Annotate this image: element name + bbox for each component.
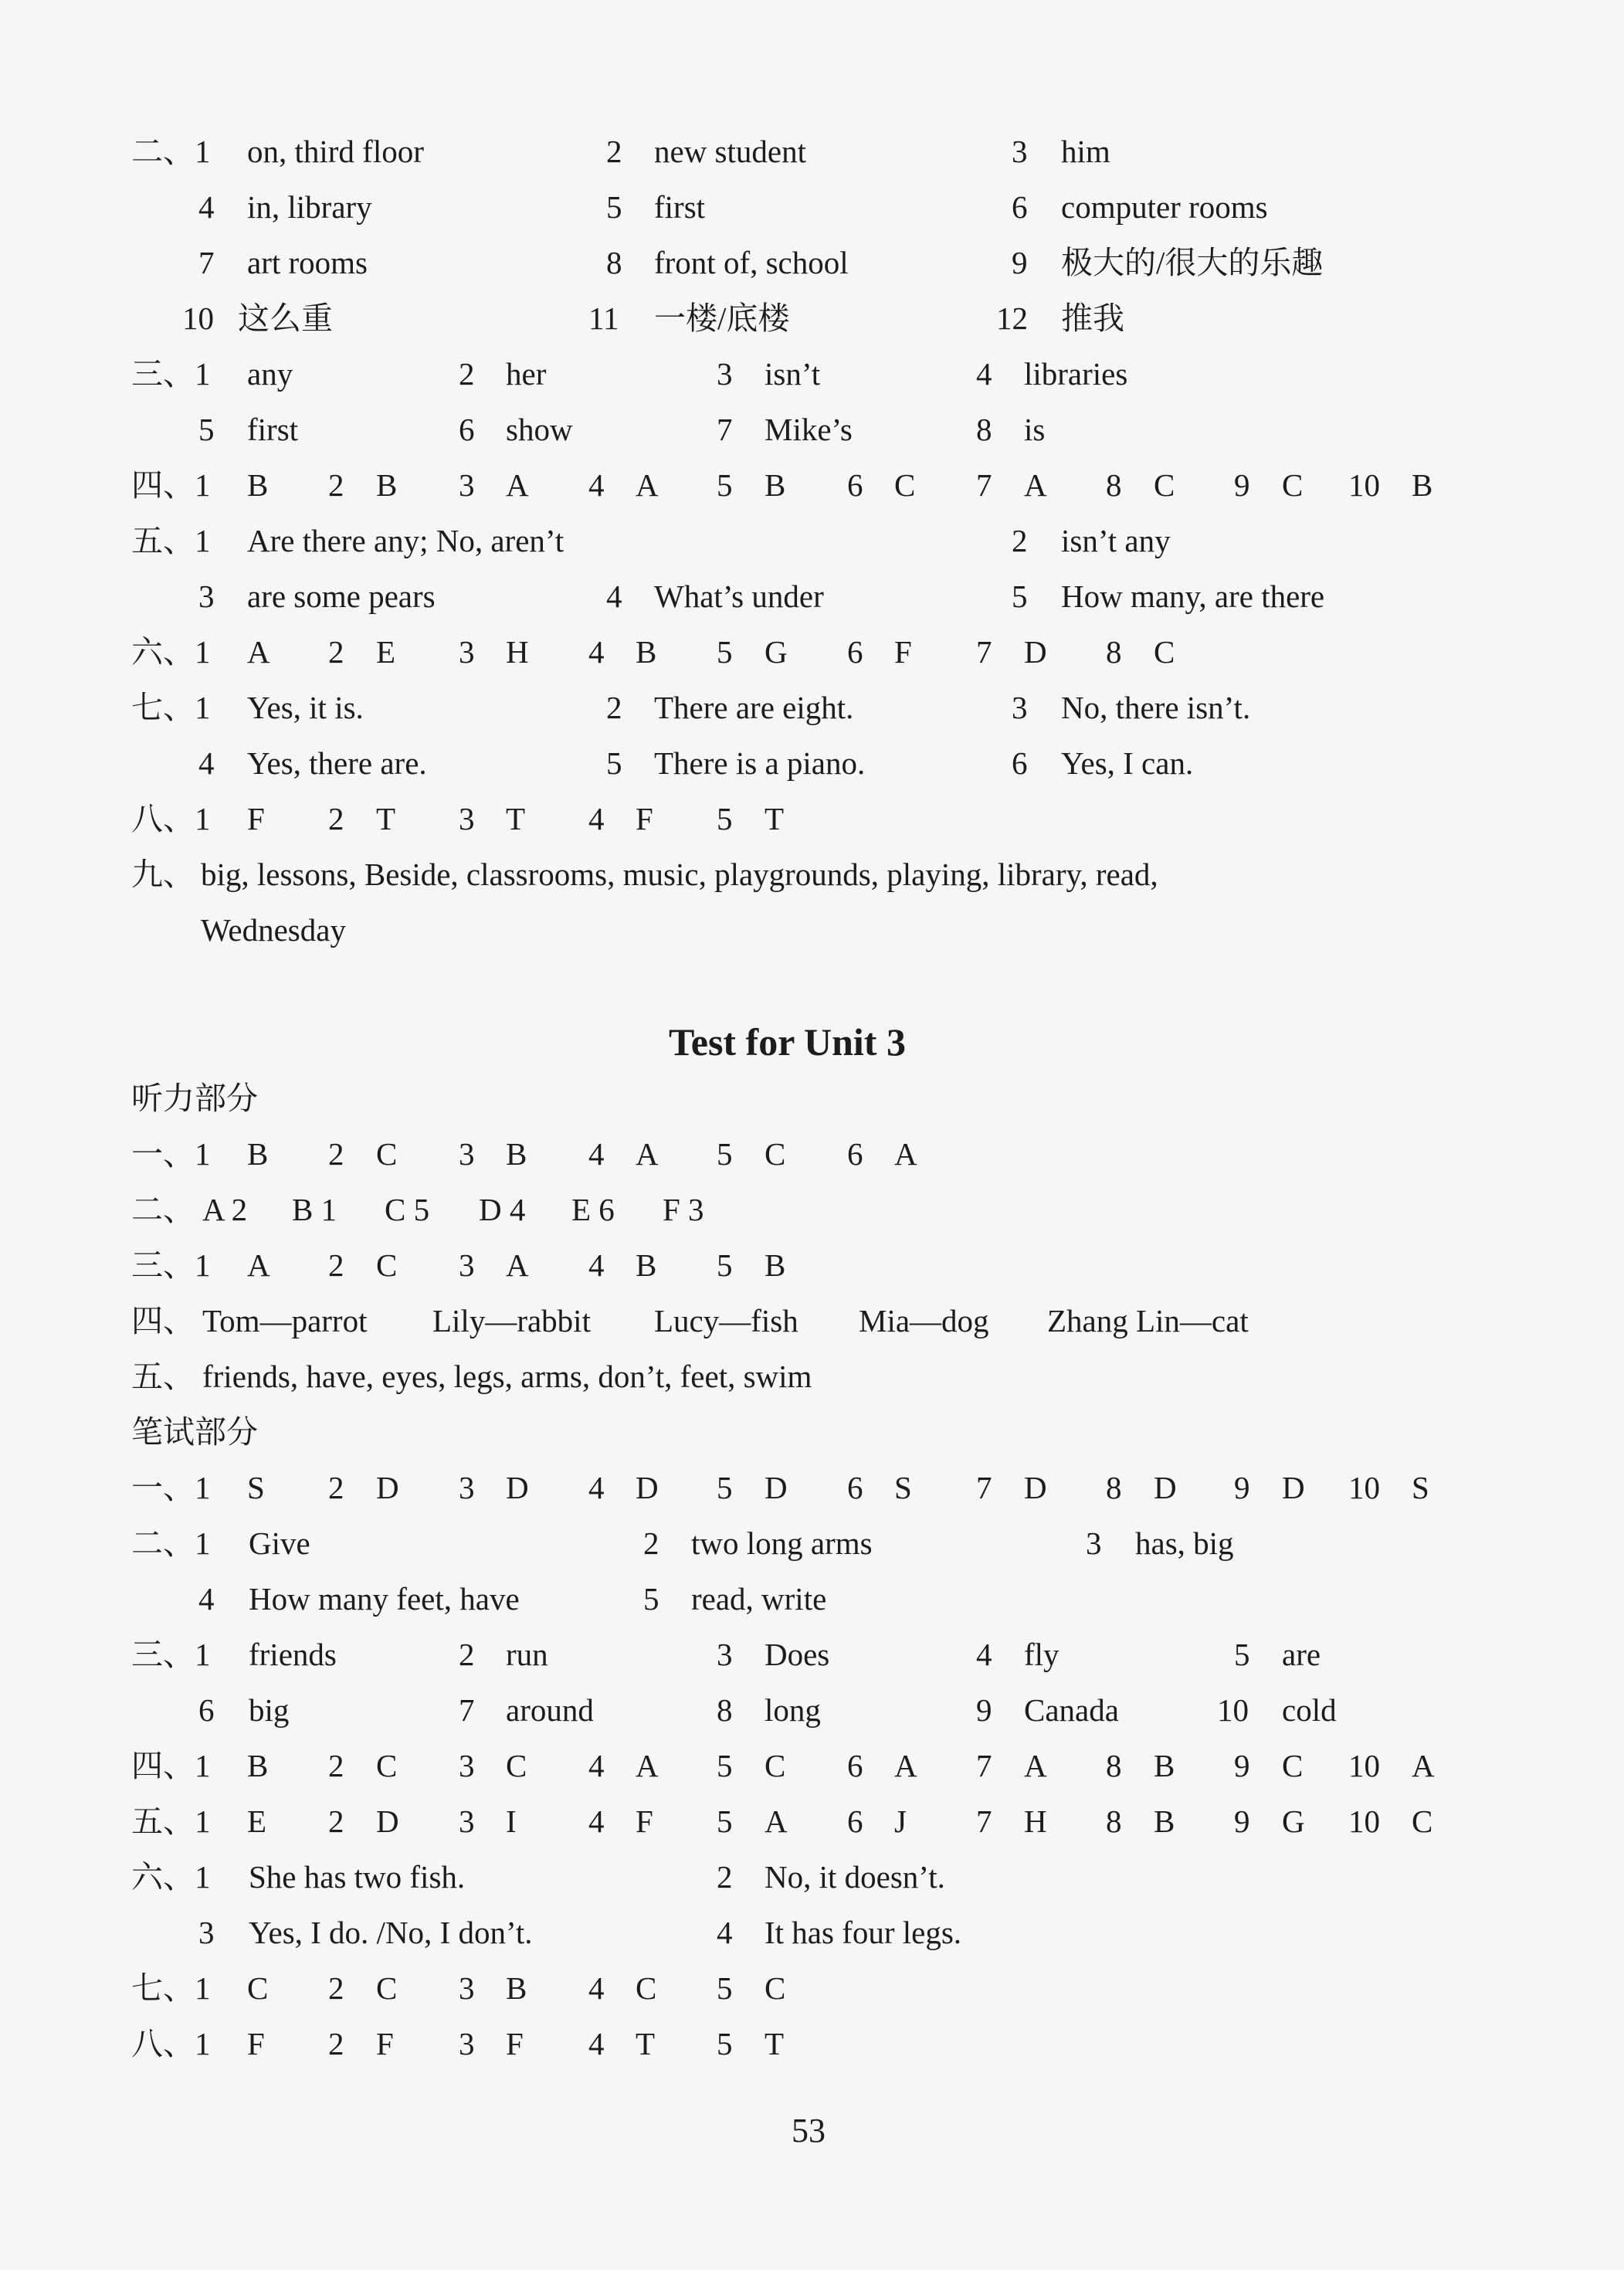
item-number: 5 xyxy=(717,1748,733,1783)
item-number: 8 xyxy=(1106,1470,1122,1505)
item-number: 5 xyxy=(717,1136,733,1172)
answer: C xyxy=(376,1748,398,1783)
answer: B xyxy=(1154,1748,1175,1783)
item-number: 4 xyxy=(588,1136,605,1172)
answer: read, write xyxy=(691,1581,827,1617)
item-number: 7 xyxy=(198,245,215,280)
answer: D xyxy=(376,1803,399,1839)
item-number: 2 xyxy=(459,1637,475,1672)
answer: D xyxy=(636,1470,659,1505)
answer: C xyxy=(765,1970,786,2006)
item-number: 9 xyxy=(1234,1803,1250,1839)
item-number: 5 xyxy=(606,745,622,781)
answer: She has two fish. xyxy=(249,1859,466,1895)
answer: H xyxy=(506,634,529,670)
answer: D xyxy=(1282,1470,1305,1505)
item-number: 4 xyxy=(588,1247,605,1283)
answer: A xyxy=(765,1803,788,1839)
item-number: 6 xyxy=(198,1692,215,1728)
answer: C xyxy=(1154,634,1175,670)
answer: Yes, there are. xyxy=(247,745,427,781)
answer: S xyxy=(247,1470,265,1505)
answer: first xyxy=(654,189,706,225)
answer: Wednesday xyxy=(201,912,346,948)
answer: computer rooms xyxy=(1061,189,1268,225)
item-number: 4 xyxy=(198,1581,215,1617)
section-2-label: 二、1 xyxy=(131,134,211,169)
item-number: 2 xyxy=(328,467,344,503)
item-number: 10 xyxy=(1348,1470,1380,1505)
item-number: 5 xyxy=(1234,1637,1250,1672)
answer: is xyxy=(1024,412,1046,447)
item-number: 6 xyxy=(847,467,863,503)
item-number: 7 xyxy=(459,1692,475,1728)
item-number: 2 xyxy=(328,1470,344,1505)
item-number: 7 xyxy=(976,634,992,670)
item-number: 3 xyxy=(459,2026,475,2061)
item-number: 4 xyxy=(588,801,605,836)
answer: C xyxy=(376,1970,398,2006)
item-number: 9 xyxy=(976,1692,992,1728)
answer: show xyxy=(506,412,573,447)
answer: F xyxy=(894,634,912,670)
answer: C xyxy=(506,1748,527,1783)
item-number: 4 xyxy=(588,1748,605,1783)
item-number: 5 xyxy=(1012,579,1028,614)
answer: B xyxy=(376,467,398,503)
answer: A xyxy=(894,1136,917,1172)
answer: A xyxy=(1024,1748,1047,1783)
item-number: 2 xyxy=(328,1748,344,1783)
section-3-label: 三、1 xyxy=(131,1637,211,1672)
answer: No, there isn’t. xyxy=(1061,690,1251,725)
answer: A xyxy=(1024,467,1047,503)
item-number: 4 xyxy=(976,1637,992,1672)
answer: B xyxy=(765,467,786,503)
item-number: 6 xyxy=(847,634,863,670)
item-number: 7 xyxy=(976,467,992,503)
section-5-label: 五、 xyxy=(131,1359,195,1394)
item-number: 7 xyxy=(976,1470,992,1505)
answer: A 2 xyxy=(202,1192,248,1227)
item-number: 2 xyxy=(328,801,344,836)
item-number: 6 xyxy=(847,1470,863,1505)
section-9-label: 九、 xyxy=(131,857,195,892)
section-7-label: 七、1 xyxy=(131,690,211,725)
answer: D xyxy=(765,1470,788,1505)
section-8-label: 八、1 xyxy=(131,2026,211,2061)
answer: around xyxy=(506,1692,594,1728)
answer: C xyxy=(376,1247,398,1283)
item-number: 6 xyxy=(459,412,475,447)
item-number: 4 xyxy=(588,634,605,670)
answer: friends xyxy=(249,1637,337,1672)
item-number: 3 xyxy=(459,1970,475,2006)
answer: F xyxy=(636,1803,653,1839)
item-number: 5 xyxy=(717,1247,733,1283)
section-4-label: 四、1 xyxy=(131,467,211,503)
answer: F xyxy=(636,801,653,836)
answer: H xyxy=(1024,1803,1047,1839)
answer: C xyxy=(765,1748,786,1783)
answer: E 6 xyxy=(571,1192,615,1227)
item-number: 10 xyxy=(1348,467,1380,503)
answer: C xyxy=(247,1970,269,2006)
answer: new student xyxy=(654,134,806,169)
section-1-label: 一、1 xyxy=(131,1136,211,1172)
answer: D xyxy=(376,1470,399,1505)
item-number: 8 xyxy=(717,1692,733,1728)
answer: T xyxy=(765,2026,785,2061)
item-number: 2 xyxy=(717,1859,733,1895)
item-number: 4 xyxy=(588,467,605,503)
answer: D xyxy=(1154,1470,1177,1505)
answer: isn’t any xyxy=(1061,523,1171,558)
item-number: 8 xyxy=(1106,1803,1122,1839)
item-number: 4 xyxy=(976,356,992,392)
answer: Lucy—fish xyxy=(654,1303,798,1339)
item-number: 3 xyxy=(459,1136,475,1172)
item-number: 4 xyxy=(588,1970,605,2006)
item-number: 2 xyxy=(459,356,475,392)
item-number: 4 xyxy=(198,189,215,225)
item-number: 5 xyxy=(717,634,733,670)
answer: big, lessons, Beside, classrooms, music, playgrounds, playing, library, read, xyxy=(201,857,1158,892)
item-number: 5 xyxy=(717,467,733,503)
item-number: 3 xyxy=(717,1637,733,1672)
item-number: 5 xyxy=(717,1803,733,1839)
section-4-label: 四、1 xyxy=(131,1748,211,1783)
item-number: 6 xyxy=(847,1803,863,1839)
answer: friends, have, eyes, legs, arms, don’t, feet, swim xyxy=(202,1359,812,1394)
item-number: 3 xyxy=(459,1748,475,1783)
answer: I xyxy=(506,1803,517,1839)
item-number: 5 xyxy=(717,1970,733,2006)
answer: G xyxy=(765,634,788,670)
answer: A xyxy=(636,1136,659,1172)
answer: B xyxy=(765,1247,786,1283)
item-number: 4 xyxy=(588,1803,605,1839)
answer: Yes, it is. xyxy=(247,690,364,725)
item-number: 2 xyxy=(606,690,622,725)
item-number: 5 xyxy=(606,189,622,225)
answer: How many, are there xyxy=(1061,579,1325,614)
item-number: 4 xyxy=(198,745,215,781)
answer: Zhang Lin—cat xyxy=(1047,1303,1249,1339)
answer: F xyxy=(376,2026,394,2061)
listening-title: 听力部分 xyxy=(131,1081,258,1116)
page-number: 53 xyxy=(792,2112,826,2150)
item-number: 2 xyxy=(328,1136,344,1172)
section-5-label: 五、1 xyxy=(131,523,211,558)
answer: C xyxy=(376,1136,398,1172)
item-number: 4 xyxy=(588,2026,605,2061)
item-number: 2 xyxy=(328,634,344,670)
item-number: 9 xyxy=(1012,245,1028,280)
item-number: 3 xyxy=(459,801,475,836)
answer: art rooms xyxy=(247,245,368,280)
answer: F xyxy=(506,2026,524,2061)
answer: big xyxy=(249,1692,290,1728)
answer: B xyxy=(636,1247,657,1283)
item-number: 7 xyxy=(717,412,733,447)
answer: first xyxy=(247,412,299,447)
item-number: 2 xyxy=(328,2026,344,2061)
answer: B xyxy=(247,1748,269,1783)
item-number: 10 xyxy=(1217,1692,1249,1728)
answer: Yes, I do. /No, I don’t. xyxy=(249,1915,533,1950)
answer: Are there any; No, aren’t xyxy=(247,523,565,558)
section-8-label: 八、1 xyxy=(131,801,211,836)
answer: are some pears xyxy=(247,579,436,614)
item-number: 9 xyxy=(1234,1470,1250,1505)
answer: C xyxy=(1412,1803,1433,1839)
item-number: 3 xyxy=(459,1470,475,1505)
section-7-label: 七、1 xyxy=(131,1970,211,2006)
answer: A xyxy=(636,467,659,503)
answer: 一楼/底楼 xyxy=(654,300,790,336)
answer: any xyxy=(247,356,293,392)
item-number: 2 xyxy=(643,1525,659,1561)
answer: front of, school xyxy=(654,245,849,280)
item-number: 9 xyxy=(1234,467,1250,503)
item-number: 4 xyxy=(606,579,622,614)
answer: D xyxy=(1024,1470,1047,1505)
answer: Lily—rabbit xyxy=(432,1303,591,1339)
item-number: 8 xyxy=(1106,1748,1122,1783)
section-6-label: 六、1 xyxy=(131,1859,211,1895)
answer: A xyxy=(506,1247,529,1283)
answer: J xyxy=(894,1803,907,1839)
answer: D xyxy=(506,1470,529,1505)
item-number: 11 xyxy=(588,300,619,336)
answer: T xyxy=(765,801,785,836)
answer: 这么重 xyxy=(238,300,333,336)
answer: A xyxy=(636,1748,659,1783)
answer: How many feet, have xyxy=(249,1581,520,1617)
answer: B xyxy=(506,1136,527,1172)
section-5-label: 五、1 xyxy=(131,1803,211,1839)
item-number: 8 xyxy=(976,412,992,447)
answer: F xyxy=(247,2026,265,2061)
answer: F xyxy=(247,801,265,836)
item-number: 3 xyxy=(198,579,215,614)
answer: Mike’s xyxy=(765,412,853,447)
writing-title: 笔试部分 xyxy=(131,1414,258,1450)
item-number: 2 xyxy=(328,1970,344,2006)
item-number: 3 xyxy=(717,356,733,392)
answer: D xyxy=(1024,634,1047,670)
item-number: 6 xyxy=(847,1748,863,1783)
answer: T xyxy=(376,801,396,836)
answer: B xyxy=(247,1136,269,1172)
answer: C xyxy=(1154,467,1175,503)
item-number: 8 xyxy=(1106,467,1122,503)
item-number: 7 xyxy=(976,1803,992,1839)
item-number: 5 xyxy=(643,1581,659,1617)
item-number: 3 xyxy=(459,1803,475,1839)
answer: A xyxy=(894,1748,917,1783)
answer: C 5 xyxy=(385,1192,430,1227)
answer: B xyxy=(247,467,269,503)
answer: in, library xyxy=(247,189,372,225)
answer: What’s under xyxy=(654,579,824,614)
answer: Tom—parrot xyxy=(202,1303,368,1339)
answer: him xyxy=(1061,134,1110,169)
item-number: 3 xyxy=(1086,1525,1102,1561)
answer: B xyxy=(506,1970,527,2006)
answer: Canada xyxy=(1024,1692,1119,1728)
answer: T xyxy=(506,801,526,836)
section-6-label: 六、1 xyxy=(131,634,211,670)
answer: G xyxy=(1282,1803,1305,1839)
answer: S xyxy=(894,1470,912,1505)
item-number: 2 xyxy=(328,1803,344,1839)
item-number: 4 xyxy=(588,1470,605,1505)
item-number: 9 xyxy=(1234,1748,1250,1783)
answer: B xyxy=(1412,467,1433,503)
unit-3-title: Test for Unit 3 xyxy=(669,1020,906,1064)
item-number: 8 xyxy=(1106,634,1122,670)
item-number: 7 xyxy=(976,1748,992,1783)
item-number: 6 xyxy=(1012,189,1028,225)
answer: long xyxy=(765,1692,821,1728)
answer: F 3 xyxy=(663,1192,704,1227)
item-number: 5 xyxy=(198,412,215,447)
answer: has, big xyxy=(1135,1525,1234,1561)
item-number: 5 xyxy=(717,2026,733,2061)
answer: A xyxy=(506,467,529,503)
item-number: 5 xyxy=(717,801,733,836)
item-number: 3 xyxy=(198,1915,215,1950)
item-number: 4 xyxy=(717,1915,733,1950)
answer: C xyxy=(894,467,916,503)
answer: A xyxy=(1412,1748,1435,1783)
item-number: 10 xyxy=(182,300,214,336)
answer: Give xyxy=(249,1525,310,1561)
answer: Does xyxy=(765,1637,830,1672)
item-number: 3 xyxy=(1012,134,1028,169)
answer: T xyxy=(636,2026,656,2061)
item-number: 6 xyxy=(847,1136,863,1172)
answer: 推我 xyxy=(1061,300,1124,336)
answer: There are eight. xyxy=(654,690,854,725)
item-number: 2 xyxy=(606,134,622,169)
section-4-label: 四、 xyxy=(131,1303,195,1339)
item-number: 10 xyxy=(1348,1748,1380,1783)
answer: It has four legs. xyxy=(765,1915,962,1950)
answer: isn’t xyxy=(765,356,821,392)
answer: C xyxy=(765,1136,786,1172)
answer: D 4 xyxy=(479,1192,526,1227)
answer: A xyxy=(247,634,270,670)
answer: two long arms xyxy=(691,1525,873,1561)
answer: 极大的/很大的乐趣 xyxy=(1061,245,1324,280)
item-number: 2 xyxy=(328,1247,344,1283)
section-2-label: 二、 xyxy=(131,1192,195,1227)
answer: No, it doesn’t. xyxy=(765,1859,945,1895)
item-number: 3 xyxy=(1012,690,1028,725)
answer: There is a piano. xyxy=(654,745,866,781)
item-number: 3 xyxy=(459,467,475,503)
section-2-label: 二、1 xyxy=(131,1525,211,1561)
answer: B xyxy=(636,634,657,670)
answer: B 1 xyxy=(292,1192,337,1227)
answer: run xyxy=(506,1637,548,1672)
answer: B xyxy=(1154,1803,1175,1839)
item-number: 5 xyxy=(717,1470,733,1505)
answer: Yes, I can. xyxy=(1061,745,1194,781)
item-number: 3 xyxy=(459,634,475,670)
answer: S xyxy=(1412,1470,1429,1505)
item-number: 6 xyxy=(1012,745,1028,781)
answer: Mia—dog xyxy=(859,1303,989,1339)
section-1-label: 一、1 xyxy=(131,1470,211,1505)
item-number: 3 xyxy=(459,1247,475,1283)
answer: C xyxy=(1282,467,1304,503)
answer: E xyxy=(376,634,396,670)
answer: C xyxy=(636,1970,657,2006)
answer: libraries xyxy=(1024,356,1128,392)
item-number: 2 xyxy=(1012,523,1028,558)
answer: on, third floor xyxy=(247,134,424,169)
section-3-label: 三、1 xyxy=(131,1247,211,1283)
section-3-label: 三、1 xyxy=(131,356,211,392)
answer: are xyxy=(1282,1637,1321,1672)
answer: A xyxy=(247,1247,270,1283)
answer: fly xyxy=(1024,1637,1059,1672)
item-number: 10 xyxy=(1348,1803,1380,1839)
answer: E xyxy=(247,1803,267,1839)
item-number: 12 xyxy=(996,300,1028,336)
answer: cold xyxy=(1282,1692,1337,1728)
item-number: 8 xyxy=(606,245,622,280)
answer: C xyxy=(1282,1748,1304,1783)
answer: her xyxy=(506,356,547,392)
